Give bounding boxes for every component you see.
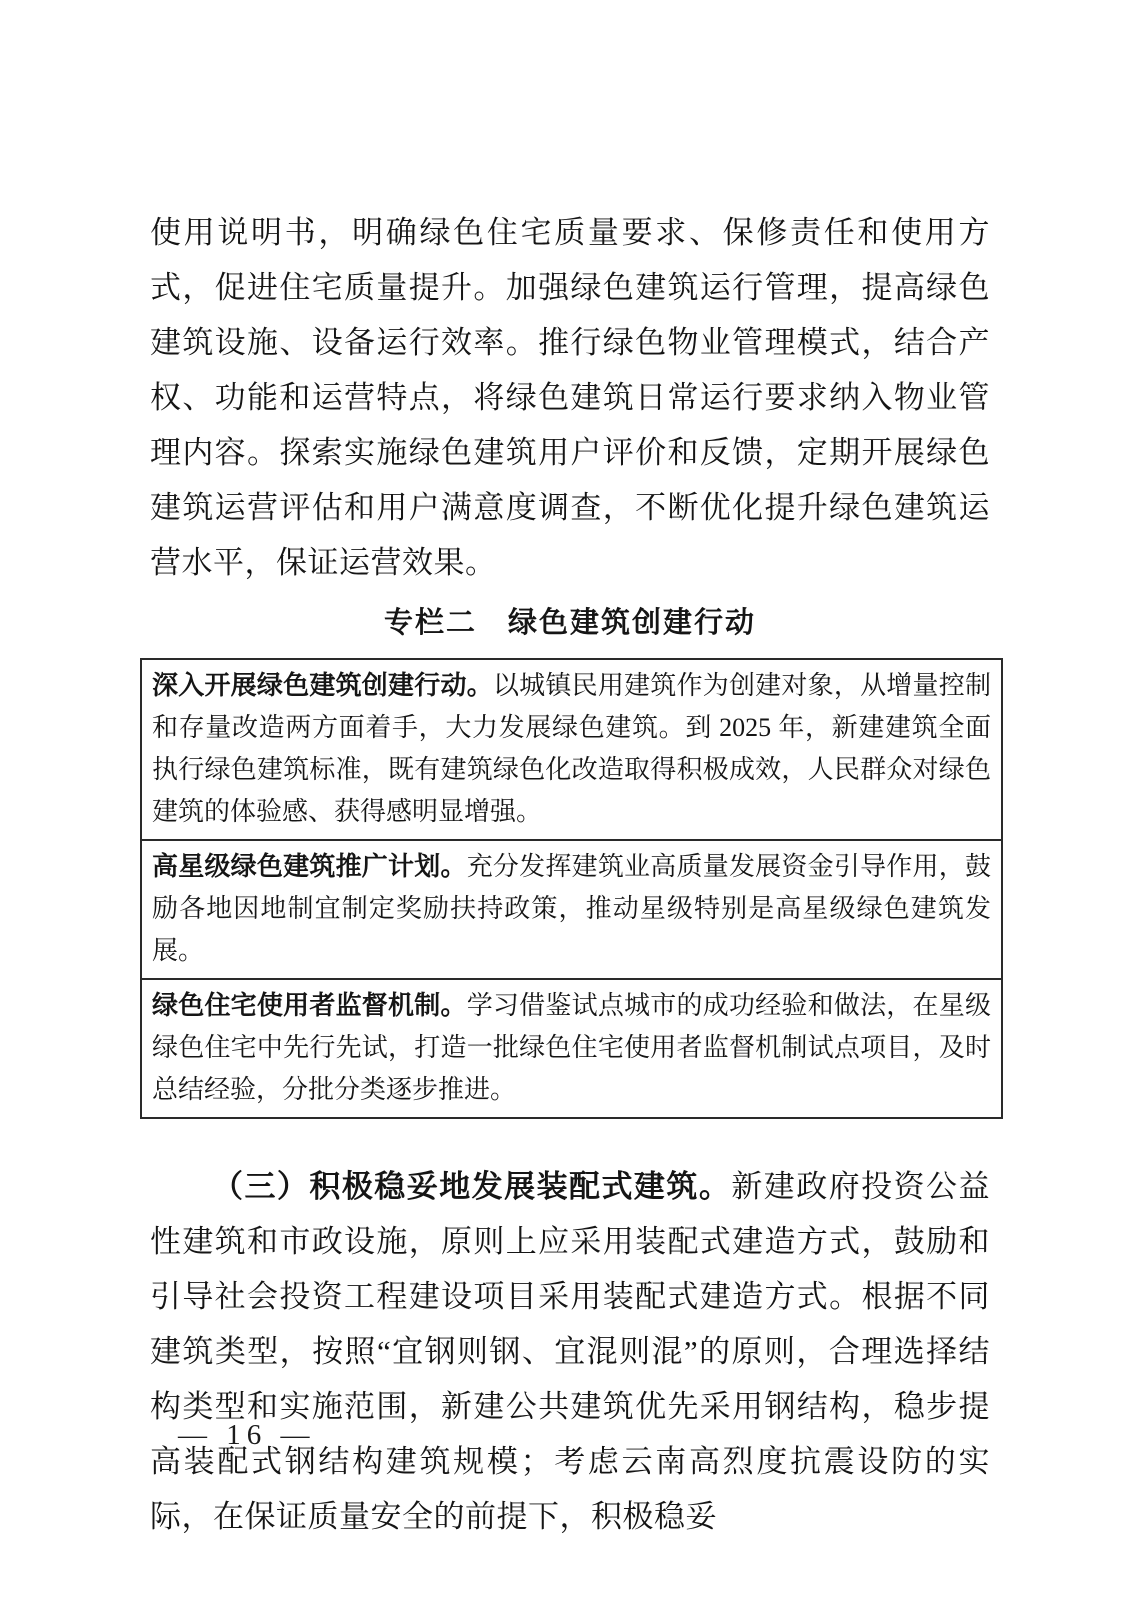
box-section-body: 学习借鉴试点城市的成功经验和做法，在星级绿色住宅中先行先试，打造一批绿色住宅使用者监督机制试点项目，及时总结经验，分批分类逐步推进。 [152, 991, 991, 1104]
box-section-body: 充分发挥建筑业高质量发展资金引导作用，鼓励各地因地制宜制定奖励扶持政策，推动星级特别是高星级绿色建筑发展。 [152, 852, 991, 965]
box-section-green-building-action [142, 660, 1001, 839]
box-section-lead: 高星级绿色建筑推广计划。 [152, 852, 467, 881]
box-section-high-star-promotion [142, 839, 1001, 978]
box-section-lead: 深入开展绿色建筑创建行动。 [152, 671, 493, 700]
paragraph-body: 新建政府投资公益性建筑和市政设施，原则上应采用装配式建造方式，鼓励和引导社会投资工程建设项目采用装配式建造方式。根据不同建筑类型，按照“宜钢则钢、宜混则混”的原则，合理选择结构类型和实施范围，新建公共建筑优先采用钢结构，稳步提高装配式钢结构建筑规模；考虑云南高烈度抗震设防的实际，在保证质量安全的前提下，积极稳妥 [150, 1169, 991, 1534]
box-section-body: 以城镇民用建筑作为创建对象，从增量控制和存量改造两方面着手，大力发展绿色建筑。到 2025 年，新建建筑全面执行绿色建筑标准，既有建筑绿色化改造取得积极成效，人民群众对绿色建筑的体验感、获得感明显增强。 [152, 671, 991, 826]
paragraph-item-three [150, 1159, 990, 1544]
page-content [150, 205, 990, 1544]
box-section-lead: 绿色住宅使用者监督机制。 [152, 991, 467, 1020]
box-section-user-supervision [142, 978, 1001, 1117]
paragraph-continuation: 使用说明书，明确绿色住宅质量要求、保修责任和使用方式，促进住宅质量提升。加强绿色建筑运行管理，提高绿色建筑设施、设备运行效率。推行绿色物业管理模式，结合产权、功能和运营特点，将绿色建筑日常运行要求纳入物业管理内容。探索实施绿色建筑用户评价和反馈，定期开展绿色建筑运营评估和用户满意度调查，不断优化提升绿色建筑运营水平，保证运营效果。 [150, 215, 990, 580]
page-number: — 16 — [178, 1419, 316, 1451]
column-box [140, 658, 1003, 1119]
column-box-title: 专栏二 绿色建筑创建行动 [383, 607, 756, 639]
paragraph-lead: （三）积极稳妥地发展装配式建筑。 [212, 1169, 732, 1204]
